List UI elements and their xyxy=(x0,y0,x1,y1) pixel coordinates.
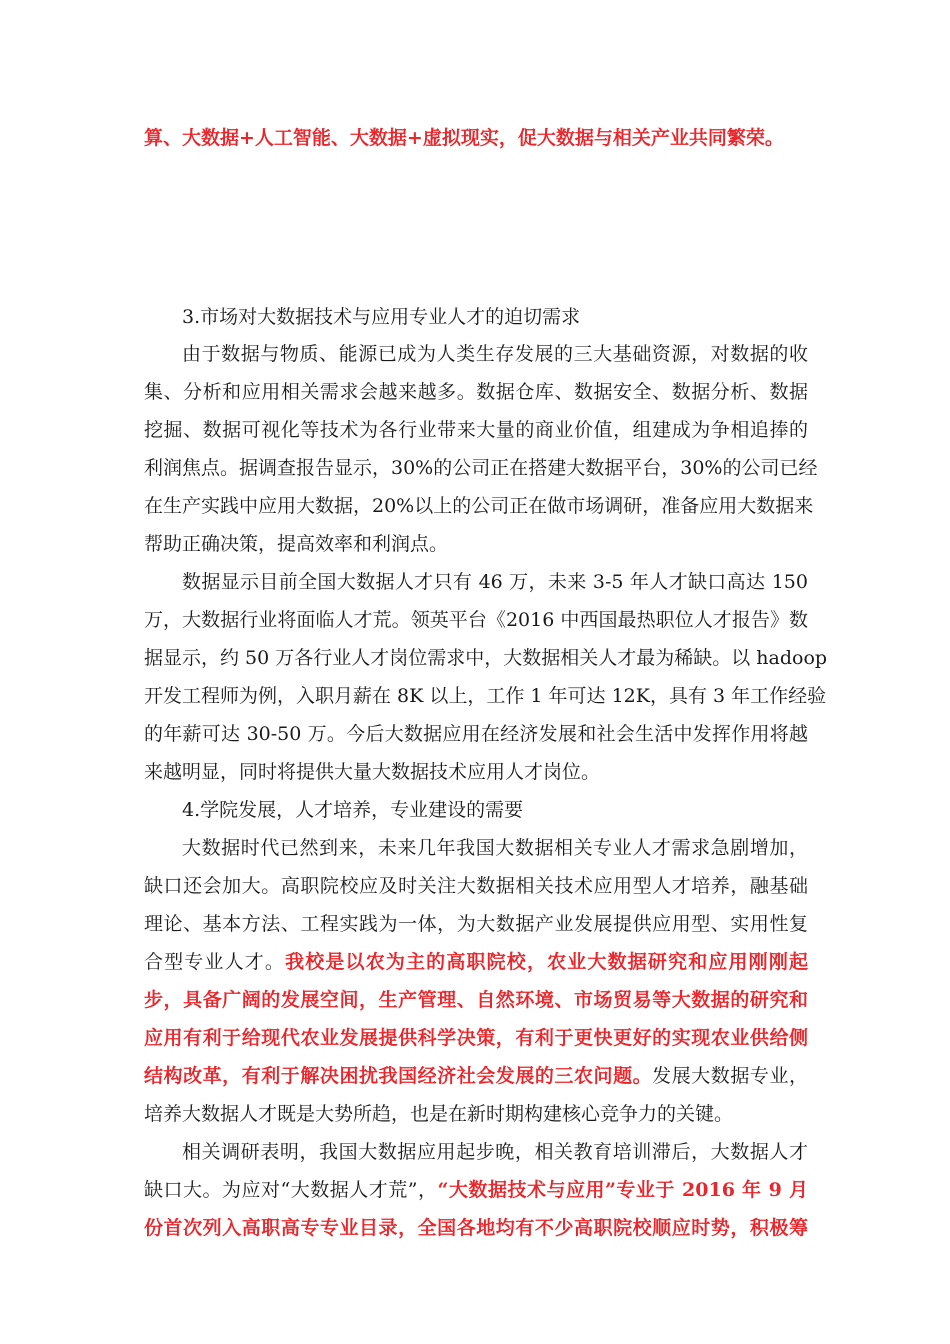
section-4-p1-highlight-line: 应用有利于给现代农业发展提供科学决策，有利于更快更好的实现农业供给侧 xyxy=(144,1027,808,1049)
section-4-p1-line: 培养大数据人才既是大势所趋，也是在新时期构建核心竞争力的关键。 xyxy=(144,1103,734,1125)
section-3-p2-line: 的年薪可达 30-50 万。今后大数据应用在经济发展和社会生活中发挥作用将越 xyxy=(144,723,808,745)
section-4-p2-highlight-text: “大数据技术与应用”专业于 2016 年 9 月 xyxy=(437,1179,808,1201)
section-3-p2-line: 来越明显，同时将提供大量大数据技术应用人才岗位。 xyxy=(144,761,601,783)
section-3-p2-line: 据显示，约 50 万各行业人才岗位需求中，大数据相关人才最为稀缺。以 hadoop xyxy=(144,647,828,669)
section-4-p1-line-mixed xyxy=(144,950,808,974)
section-3-p1-line: 利润焦点。据调查报告显示，30%的公司正在搭建大数据平台，30%的公司已经 xyxy=(144,457,818,479)
top-line: 算、大数据+人工智能、大数据+虚拟现实，促大数据与相关产业共同繁荣。 xyxy=(144,127,784,149)
section-3-p1-line: 挖掘、数据可视化等技术为各行业带来大量的商业价值，组建成为争相追捧的 xyxy=(144,419,808,441)
section-4-p1-black-text: 发展大数据专业， xyxy=(652,1065,808,1087)
section-3-p1-line: 帮助正确决策，提高效率和利润点。 xyxy=(144,533,449,555)
section-3-p2-line: 开发工程师为例，入职月薪在 8K 以上，工作 1 年可达 12K，具有 3 年工作经验 xyxy=(144,685,827,707)
section-4-p1-line-mixed xyxy=(144,1064,808,1088)
section-4-p1-line: 理论、基本方法、工程实践为一体，为大数据产业发展提供应用型、实用性复 xyxy=(144,913,808,935)
section-3-p1-line: 在生产实践中应用大数据，20%以上的公司正在做市场调研，准备应用大数据来 xyxy=(144,495,814,517)
section-4-p1-line: 大数据时代已然到来，未来几年我国大数据相关专业人才需求急剧增加， xyxy=(182,837,808,859)
section-4-p1-line: 缺口还会加大。高职院校应及时关注大数据相关技术应用型人才培养，融基础 xyxy=(144,875,808,897)
section-3-p1-line: 集、分析和应用相关需求会越来越多。数据仓库、数据安全、数据分析、数据 xyxy=(144,381,808,403)
section-4-p1-black-text: 合型专业人才。 xyxy=(144,951,286,973)
section-4-p2-highlight-line: 份首次列入高职高专专业目录，全国各地均有不少高职院校顺应时势，积极筹 xyxy=(144,1217,808,1239)
section-3-heading: 3.市场对大数据技术与应用专业人才的迫切需求 xyxy=(182,306,581,328)
section-4-heading: 4.学院发展，人才培养，专业建设的需要 xyxy=(182,799,524,821)
section-4-p1-highlight-text: 我校是以农为主的高职院校，农业大数据研究和应用刚刚起 xyxy=(285,951,808,973)
section-4-p1-highlight-line: 步，具备广阔的发展空间，生产管理、自然环境、市场贸易等大数据的研究和 xyxy=(144,989,808,1011)
section-3-p2-line: 数据显示目前全国大数据人才只有 46 万，未来 3-5 年人才缺口高达 150 xyxy=(182,571,808,593)
section-4-p2-line-mixed xyxy=(144,1178,808,1202)
section-3-p2-line: 万，大数据行业将面临人才荒。领英平台《2016 中西国最热职位人才报告》数 xyxy=(144,609,808,631)
section-4-p2-black-text: 缺口大。为应对“大数据人才荒”， xyxy=(144,1179,438,1201)
section-3-p1-line: 由于数据与物质、能源已成为人类生存发展的三大基础资源，对数据的收 xyxy=(182,343,808,365)
section-4-p1-highlight-text: 结构改革，有利于解决困扰我国经济社会发展的三农问题。 xyxy=(144,1065,653,1087)
section-4-p2-line: 相关调研表明，我国大数据应用起步晚，相关教育培训滞后，大数据人才 xyxy=(182,1141,808,1163)
